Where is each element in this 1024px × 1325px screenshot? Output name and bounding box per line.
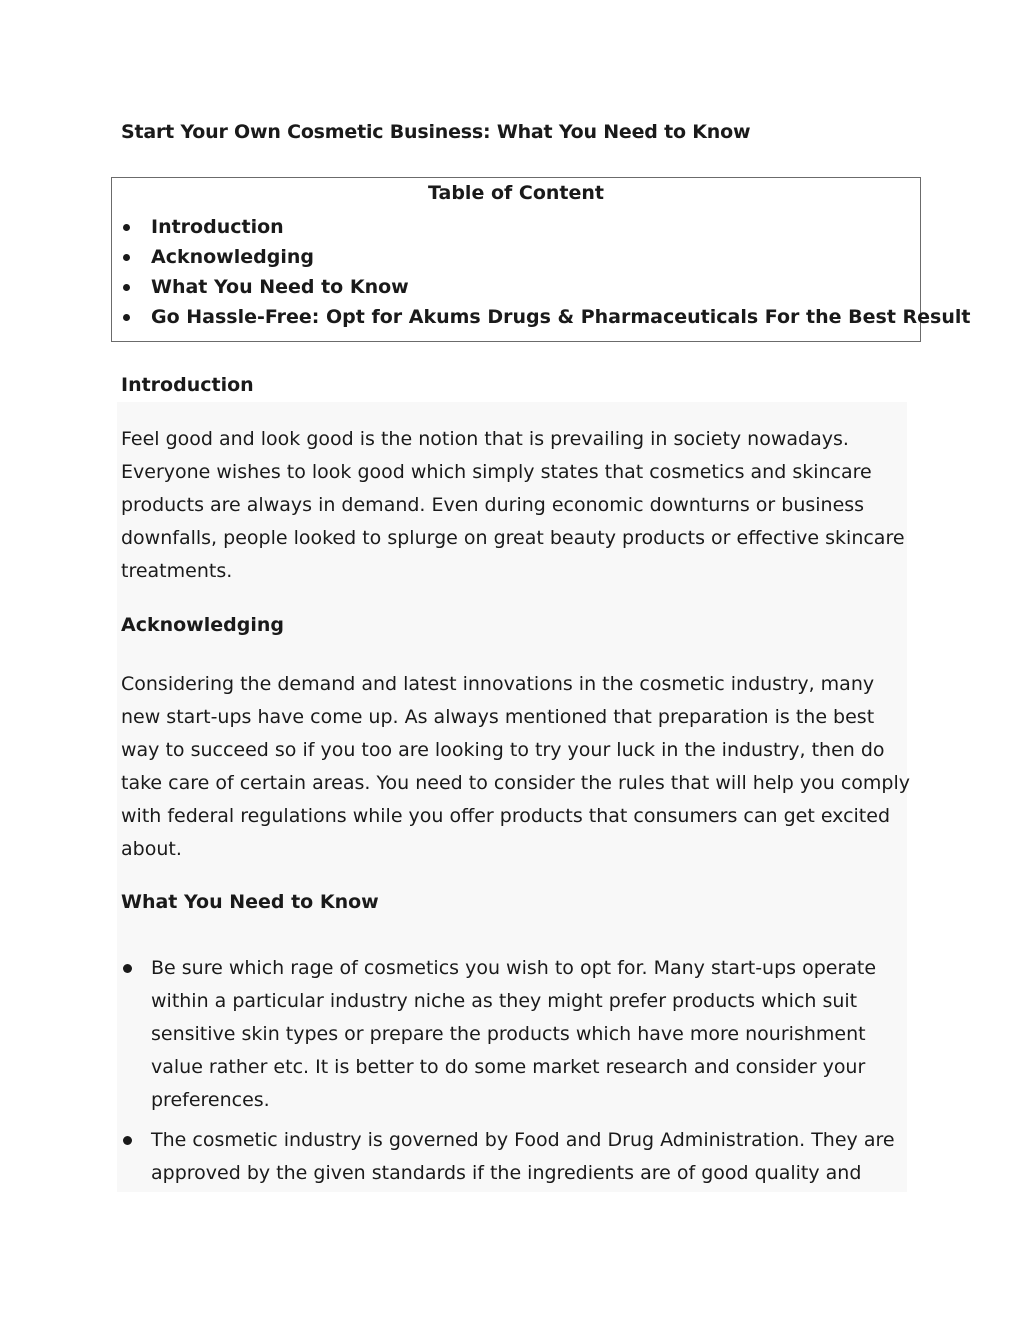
toc-item-go-hassle-free[interactable] [112,302,970,332]
bullet-icon [123,1136,132,1145]
toc-item-label: Go Hassle-Free: Opt for Akums Drugs & Pharmaceuticals For the Best Result [151,306,971,328]
toc-heading: Table of Content [428,182,604,204]
document-title: Start Your Own Cosmetic Business: What You Need to Know [121,121,751,143]
acknowledging-paragraph: Considering the demand and latest innovations in the cosmetic industry, many new start-ups have come up. As always mentioned that preparation is the best way to succeed so if you too are looking to try your luck in the industry, then do take care of certain areas. You need to consider the rules that will help you comply with federal regulations while you offer products that consumers can get excited about. [121,673,911,860]
bullet-icon [123,314,130,321]
toc-item-introduction[interactable] [112,212,970,242]
section-heading-acknowledging: Acknowledging [121,614,284,636]
toc-list [112,212,970,332]
table-of-contents [111,177,971,342]
toc-item-acknowledging[interactable] [112,242,970,272]
toc-item-label: Acknowledging [151,246,314,268]
list-item-text: The cosmetic industry is governed by Food and Drug Administration. They are approved by the given standards if the ingredients are of good quality and [151,1129,895,1184]
list-item [121,952,911,1117]
introduction-paragraph: Feel good and look good is the notion that is prevailing in society nowadays. Everyone wishes to look good which simply states that cosmetics and skincare products are always in demand. Even during economic downturns or business downfalls, people looked to splurge on great beauty products or effective skincare treatments. [121,428,905,582]
requirements-list [121,952,911,1197]
bullet-icon [123,964,132,973]
toc-item-label: Introduction [151,216,284,238]
list-item-text: Be sure which rage of cosmetics you wish to opt for. Many start-ups operate within a particular industry niche as they might prefer products which suit sensitive skin types or prepare the products which have more nourishment value rather etc. It is better to do some market research and consider your preferences. [151,957,877,1111]
list-item [121,1124,911,1190]
toc-item-label: What You Need to Know [151,276,409,298]
toc-item-what-you-need-to-know[interactable] [112,272,970,302]
section-heading-introduction: Introduction [121,374,254,396]
bullet-icon [123,224,130,231]
bullet-icon [123,284,130,291]
section-heading-what-you-need-to-know: What You Need to Know [121,891,379,913]
bullet-icon [123,254,130,261]
